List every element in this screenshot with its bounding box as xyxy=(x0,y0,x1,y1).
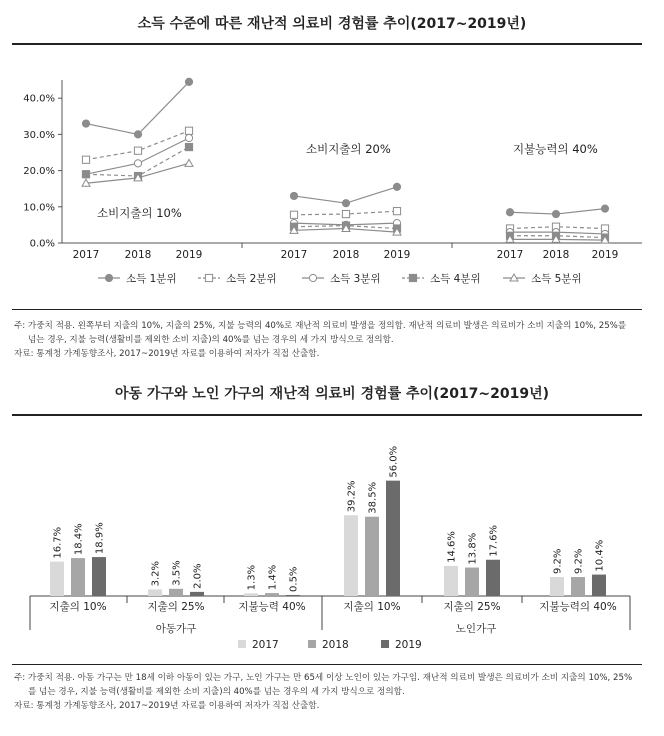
panel-label: 지불능력의 40% xyxy=(513,142,598,156)
legend-label: 2017 xyxy=(252,639,279,651)
data-point xyxy=(82,171,89,178)
bar-2019 xyxy=(486,560,500,596)
panel-label: 소비지출의 20% xyxy=(306,142,391,156)
bar-2018 xyxy=(571,577,585,596)
legend-label: 소득 1분위 xyxy=(126,273,177,285)
chart1-bottom-rule xyxy=(12,309,642,310)
panel-label: 소비지출의 10% xyxy=(97,206,182,220)
x-tick-label: 2018 xyxy=(542,249,570,261)
x-tick-label: 2019 xyxy=(175,249,203,261)
group-label: 노인가구 xyxy=(455,623,497,635)
legend-label: 2018 xyxy=(322,639,349,651)
data-label: 3.2% xyxy=(150,561,162,587)
legend-label: 소득 4분위 xyxy=(430,273,481,285)
data-point xyxy=(342,210,349,217)
data-label: 10.4% xyxy=(594,539,606,572)
data-point xyxy=(601,205,608,212)
chart2-bottom-rule xyxy=(12,664,642,665)
x-tick-label: 2017 xyxy=(72,249,100,261)
group-label: 아동가구 xyxy=(155,623,197,635)
chart2-source: 자료: 통계청 가계동향조사, 2017~2019년 자료를 이용하여 저자가 직접 산출함. xyxy=(14,701,320,711)
x-tick-label: 2019 xyxy=(591,249,619,261)
data-label: 18.9% xyxy=(94,522,106,555)
y-tick-label: 30.0% xyxy=(23,129,55,141)
legend-marker xyxy=(409,274,416,281)
category-label: 지불능력 40% xyxy=(238,601,306,613)
x-tick-label: 2017 xyxy=(496,249,524,261)
legend-swatch xyxy=(381,640,389,648)
data-point xyxy=(506,209,513,216)
legend-swatch xyxy=(238,640,246,648)
data-point xyxy=(134,131,141,138)
data-label: 16.7% xyxy=(52,526,64,559)
bar-2018 xyxy=(265,593,279,596)
legend-label: 소득 3분위 xyxy=(330,273,381,285)
chart1-note-line2: 넘는 경우, 지불 능력(생활비를 제외한 소비 지출)의 40%를 넘는 경우의 세 가지 방식으로 정의함. xyxy=(28,335,394,345)
legend-marker xyxy=(105,274,112,281)
legend-marker xyxy=(205,274,212,281)
bar-2018 xyxy=(71,558,85,596)
bar-2019 xyxy=(592,575,606,596)
data-point xyxy=(82,156,89,163)
data-point xyxy=(134,160,141,167)
data-label: 9.2% xyxy=(573,548,585,575)
data-label: 9.2% xyxy=(552,548,564,575)
legend-marker xyxy=(309,274,316,281)
bar-2017 xyxy=(550,577,564,596)
chart1-source: 자료: 통계청 가계동향조사, 2017~2019년 자료를 이용하여 저자가 직접 산출함. xyxy=(14,349,320,359)
bar-chart xyxy=(0,416,664,660)
data-label: 39.2% xyxy=(346,480,358,513)
data-point xyxy=(185,159,193,166)
legend-swatch xyxy=(308,640,316,648)
bar-2018 xyxy=(365,517,379,596)
y-tick-label: 10.0% xyxy=(23,202,55,214)
line-chart xyxy=(0,45,664,305)
bar-2017 xyxy=(444,566,458,596)
y-tick-label: 40.0% xyxy=(23,93,55,105)
bar-2019 xyxy=(386,481,400,596)
x-tick-label: 2018 xyxy=(332,249,360,261)
x-tick-label: 2017 xyxy=(280,249,308,261)
bar-2017 xyxy=(244,593,258,596)
x-tick-label: 2018 xyxy=(124,249,152,261)
bar-2019 xyxy=(190,592,204,596)
data-point xyxy=(185,143,192,150)
series-line-1 xyxy=(86,82,189,134)
chart1-note xyxy=(14,319,654,361)
y-tick-label: 20.0% xyxy=(23,166,55,178)
data-label: 13.8% xyxy=(467,532,479,565)
legend-label: 소득 5분위 xyxy=(531,273,582,285)
data-label: 1.3% xyxy=(246,564,258,591)
data-point xyxy=(185,127,192,134)
category-label: 지출의 10% xyxy=(49,601,107,613)
chart2-note-line2: 를 넘는 경우, 지불 능력(생활비를 제외한 소비 지출)의 40%를 넘는 경우의 세 가지 방식으로 정의함. xyxy=(28,687,405,697)
data-point xyxy=(552,210,559,217)
chart2-note-line1: 주: 가중치 적용. 아동 가구는 만 18세 이하 아동이 있는 가구, 노인 가구는 만 65세 이상 노인이 있는 가구임. 재난적 의료비 발생은 의료비가 소비 지출의 10%, 25% xyxy=(14,673,633,683)
bar-2017 xyxy=(50,562,64,596)
chart2-note xyxy=(14,671,654,713)
chart1-note-line1: 주: 가중치 적용. 왼쪽부터 지출의 10%, 지출의 25%, 지불 능력의 40%로 재난적 의료비 발생을 정의함. 재난적 의료비 발생은 의료비가 소비 지출의 10%, 25%를 xyxy=(14,321,627,331)
legend-label: 소득 2분위 xyxy=(226,273,277,285)
data-point xyxy=(393,208,400,215)
data-label: 2.0% xyxy=(192,563,204,589)
data-point xyxy=(82,120,89,127)
bar-2017 xyxy=(344,515,358,596)
data-label: 56.0% xyxy=(388,445,400,478)
category-label: 지출의 10% xyxy=(343,601,401,613)
bar-2019 xyxy=(92,557,106,596)
data-point xyxy=(185,78,192,85)
data-label: 14.6% xyxy=(446,531,458,563)
data-point xyxy=(290,211,297,218)
bar-2018 xyxy=(465,568,479,596)
chart1-title: 소득 수준에 따른 재난적 의료비 경험률 추이(2017~2019년) xyxy=(137,16,527,32)
data-label: 18.4% xyxy=(73,523,85,556)
data-point xyxy=(393,183,400,190)
category-label: 지출의 25% xyxy=(443,601,501,613)
x-tick-label: 2019 xyxy=(383,249,411,261)
data-point xyxy=(134,147,141,154)
bar-2017 xyxy=(148,589,162,596)
chart2-title: 아동 가구와 노인 가구의 재난적 의료비 경험률 추이(2017~2019년) xyxy=(114,386,550,402)
data-point xyxy=(342,200,349,207)
data-label: 1.4% xyxy=(267,564,279,591)
bar-2019 xyxy=(286,595,300,596)
y-tick-label: 0.0% xyxy=(29,238,55,250)
data-label: 38.5% xyxy=(367,481,379,514)
bar-2018 xyxy=(169,589,183,596)
category-label: 지출의 25% xyxy=(147,601,205,613)
data-label: 3.5% xyxy=(171,560,183,586)
data-label: 17.6% xyxy=(488,524,500,557)
data-label: 0.5% xyxy=(288,566,300,592)
legend-label: 2019 xyxy=(395,639,422,651)
data-point xyxy=(185,134,192,141)
data-point xyxy=(290,192,297,199)
category-label: 지불능력의 40% xyxy=(539,601,617,613)
